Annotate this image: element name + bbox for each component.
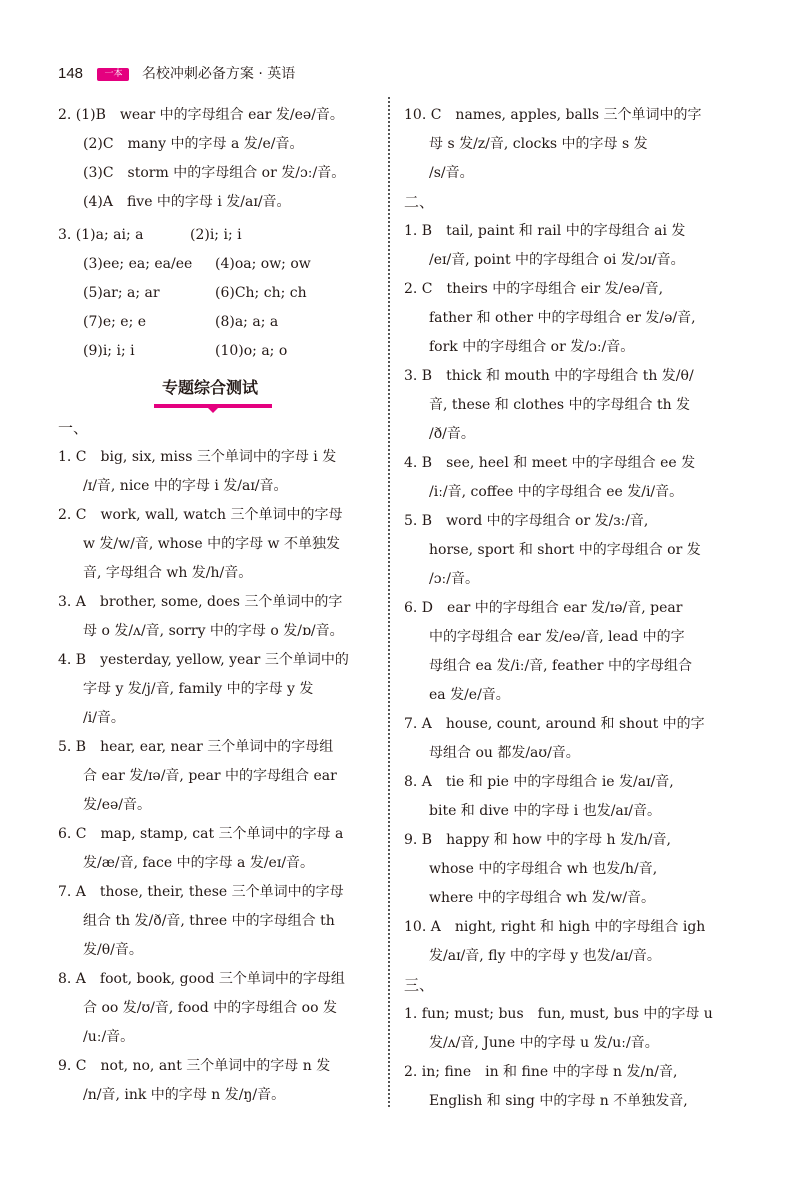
answer-line: 发/ʌ/音, June 中的字母 u 发/uː/音。 <box>429 1035 659 1051</box>
answer-line: 3. A brother, some, does 三个单词中的字 <box>58 594 343 610</box>
answer-line: 母组合 ea 发/iː/音, feather 中的字母组合 <box>429 658 692 674</box>
answer-line: 9. C not, no, ant 三个单词中的字母 n 发 <box>58 1058 331 1074</box>
book-title: 名校冲刺必备方案 · 英语 <box>141 66 296 82</box>
answer-line: /ɔː/音。 <box>429 571 479 587</box>
page-number: 148 <box>58 65 84 82</box>
answer-line: 7. A house, count, around 和 shout 中的字 <box>404 716 705 732</box>
answer-line: 9. B happy 和 how 中的字母 h 发/h/音, <box>404 832 671 848</box>
answer-line: /i/音。 <box>83 710 125 726</box>
answer-line: 8. A tie 和 pie 中的字母组合 ie 发/aɪ/音, <box>404 774 674 790</box>
answer-line: 母组合 ou 都发/aʊ/音。 <box>429 745 580 761</box>
section-title: 专题综合测试 <box>162 378 259 397</box>
answer-line: 字母 y 发/j/音, family 中的字母 y 发 <box>83 681 314 697</box>
right-column <box>404 101 722 1116</box>
answer-line: 7. A those, their, these 三个单词中的字母 <box>58 884 344 900</box>
q3-answer: 3. (1)a; ai; a <box>58 227 144 243</box>
answer-line: father 和 other 中的字母组合 er 发/ə/音, <box>429 310 696 326</box>
q2-line-2: (2)C many 中的字母 a 发/e/音。 <box>83 136 304 152</box>
answer-line: 2. C theirs 中的字母组合 eir 发/eə/音, <box>404 281 664 297</box>
q10-line-3: /s/音。 <box>429 165 474 181</box>
q3-answer: (8)a; a; a <box>215 314 279 330</box>
answer-line: 发/eə/音。 <box>83 797 152 813</box>
answer-line: /uː/音。 <box>83 1029 135 1045</box>
answer-line: 1. fun; must; bus fun, must, bus 中的字母 u <box>404 1006 713 1022</box>
answer-line: 组合 th 发/ð/音, three 中的字母组合 th <box>83 913 335 929</box>
answer-line: 8. A foot, book, good 三个单词中的字母组 <box>58 971 345 987</box>
answer-line: 发/æ/音, face 中的字母 a 发/eɪ/音。 <box>83 855 315 871</box>
answer-line: 2. in; fine in 和 fine 中的字母 n 发/n/音, <box>404 1064 678 1080</box>
q3-row-2 <box>58 250 378 279</box>
q3-answer: (10)o; a; o <box>215 343 288 359</box>
answer-line: 4. B see, heel 和 meet 中的字母组合 ee 发 <box>404 455 696 471</box>
answer-line: 合 oo 发/ʊ/音, food 中的字母组合 oo 发 <box>83 1000 337 1016</box>
answer-line: /ɪ/音, nice 中的字母 i 发/aɪ/音。 <box>83 478 288 494</box>
q3-row-3 <box>58 279 378 308</box>
answer-line: 5. B word 中的字母组合 or 发/ɜː/音, <box>404 513 649 529</box>
answer-line: 4. B yesterday, yellow, year 三个单词中的 <box>58 652 349 668</box>
answer-line: 合 ear 发/ɪə/音, pear 中的字母组合 ear <box>83 768 337 784</box>
answer-line: ea 发/e/音。 <box>429 687 510 703</box>
answer-line: 音, these 和 clothes 中的字母组合 th 发 <box>429 397 691 413</box>
answer-line: 母 o 发/ʌ/音, sorry 中的字母 o 发/ɒ/音。 <box>83 623 344 639</box>
answer-line: 5. B hear, ear, near 三个单词中的字母组 <box>58 739 334 755</box>
section-heading-three: 三、 <box>404 976 435 994</box>
q3-row-5 <box>58 337 378 366</box>
answer-line: /n/音, ink 中的字母 n 发/ŋ/音。 <box>83 1087 286 1103</box>
section-heading-one: 一、 <box>58 419 89 437</box>
q3-answer: (3)ee; ea; ea/ee <box>83 256 193 272</box>
answer-line: 1. B tail, paint 和 rail 中的字母组合 ai 发 <box>404 223 686 239</box>
left-column <box>58 101 378 1110</box>
q2-line-3: (3)C storm 中的字母组合 or 发/ɔː/音。 <box>83 165 346 181</box>
answer-line: 1. C big, six, miss 三个单词中的字母 i 发 <box>58 449 337 465</box>
answer-line: /iː/音, coffee 中的字母组合 ee 发/i/音。 <box>429 484 684 500</box>
answer-line: where 中的字母组合 wh 发/w/音。 <box>429 890 656 906</box>
answer-line: /ð/音。 <box>429 426 475 442</box>
answer-line: /eɪ/音, point 中的字母组合 oi 发/ɔɪ/音。 <box>429 252 685 268</box>
brand-logo: 一本 <box>97 68 129 81</box>
q3-answer: (5)ar; a; ar <box>83 285 160 301</box>
column-divider <box>388 97 390 1107</box>
answer-line: whose 中的字母组合 wh 也发/h/音, <box>429 861 658 877</box>
q2-line-1: 2. (1)B wear 中的字母组合 ear 发/eə/音。 <box>58 107 344 123</box>
answer-line: w 发/w/音, whose 中的字母 w 不单独发 <box>83 536 340 552</box>
q3-answer: (7)e; e; e <box>83 314 147 330</box>
answer-line: 10. A night, right 和 high 中的字母组合 igh <box>404 919 706 935</box>
q3-answer: (9)i; i; i <box>83 343 135 359</box>
answer-line: bite 和 dive 中的字母 i 也发/aɪ/音。 <box>429 803 661 819</box>
answer-line: fork 中的字母组合 or 发/ɔː/音。 <box>429 339 635 355</box>
page-header <box>58 63 295 85</box>
q3-row-4 <box>58 308 378 337</box>
section-heading-two: 二、 <box>404 193 435 211</box>
answer-line: 6. C map, stamp, cat 三个单词中的字母 a <box>58 826 344 842</box>
q10-line-2: 母 s 发/z/音, clocks 中的字母 s 发 <box>429 136 648 152</box>
q3-answer: (4)oa; ow; ow <box>215 256 311 272</box>
answer-line: 3. B thick 和 mouth 中的字母组合 th 发/θ/ <box>404 368 694 384</box>
q3-answer: (6)Ch; ch; ch <box>215 285 307 301</box>
banner-pointer <box>208 408 218 413</box>
answer-line: 6. D ear 中的字母组合 ear 发/ɪə/音, pear <box>404 600 683 616</box>
answer-line: 2. C work, wall, watch 三个单词中的字母 <box>58 507 343 523</box>
answer-line: 音, 字母组合 wh 发/h/音。 <box>83 565 253 581</box>
section-banner <box>58 366 378 414</box>
q3-row-1 <box>58 221 378 250</box>
q10-line-1: 10. C names, apples, balls 三个单词中的字 <box>404 107 702 123</box>
q3-answer: (2)i; i; i <box>190 227 242 243</box>
answer-line: English 和 sing 中的字母 n 不单独发音, <box>429 1093 688 1109</box>
answer-line: horse, sport 和 short 中的字母组合 or 发 <box>429 542 701 558</box>
answer-line: 发/aɪ/音, fly 中的字母 y 也发/aɪ/音。 <box>429 948 661 964</box>
q2-line-4: (4)A five 中的字母 i 发/aɪ/音。 <box>83 194 291 210</box>
answer-line: 发/θ/音。 <box>83 942 143 958</box>
answer-line: 中的字母组合 ear 发/eə/音, lead 中的字 <box>429 629 685 645</box>
